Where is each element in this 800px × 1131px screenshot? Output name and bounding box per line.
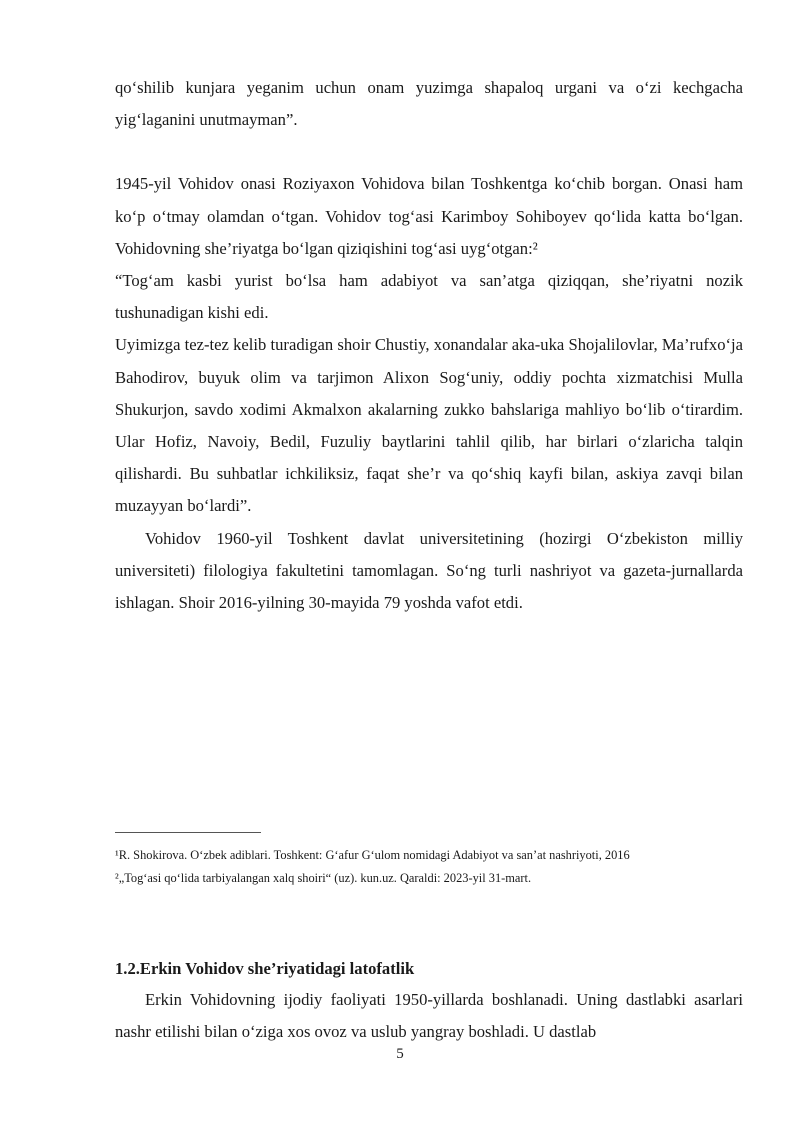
paragraph-biography: 1945-yil Vohidov onasi Roziyaxon Vohidova bilan Toshkentga ko‘chib borgan. Onasi ham ko‘p o‘tmay olamdan o‘tgan. Vohidov tog‘asi Karimboy Sohiboyev qo‘lida katta bo‘lgan. Vohidovning she’riyatga bo‘lgan qiziqishini tog‘asi uyg‘otgan:² (115, 174, 743, 258)
footnotes (115, 844, 743, 890)
footnote-1: ¹R. Shokirova. O‘zbek adiblari. Toshkent: G‘afur G‘ulom nomidagi Adabiyot va san’at nashriyoti, 2016 (115, 848, 630, 862)
footnote-divider (115, 832, 261, 833)
section (115, 954, 743, 1048)
section-heading: 1.2.Erkin Vohidov she’riyatidagi latofatlik (115, 959, 415, 978)
footnote-2: ²„Tog‘asi qo‘lida tarbiyalangan xalq shoiri“ (uz). kun.uz. Qaraldi: 2023-yil 31-mart. (115, 871, 532, 885)
page-body (115, 72, 743, 619)
paragraph-continuation: qo‘shilib kunjara yeganim uchun onam yuzimga shapaloq urgani va o‘zi kechgacha yig‘laganini unutmayman”. (115, 78, 743, 130)
paragraph-quote-start: “Tog‘am kasbi yurist bo‘lsa ham adabiyot va san’atga qiziqqan, she’riyatni nozik tushunadigan kishi edi. (115, 271, 743, 323)
page-number: 5 (396, 1046, 404, 1062)
section-paragraph: Erkin Vohidovning ijodiy faoliyati 1950-yillarda boshlanadi. Uning dastlabki asarlari nashr etilishi bilan o‘ziga xos ovoz va uslub yangray boshladi. U dastlab (115, 990, 743, 1042)
paragraph-university: Vohidov 1960-yil Toshkent davlat universitetining (hozirgi O‘zbekiston milliy universiteti) filologiya fakultetini tamomlagan. So‘ng turli nashriyot va gazeta-jurnallarda ishlagan. Shoir 2016-yilning 30-mayida 79 yoshda vafot etdi. (115, 528, 743, 613)
paragraph-quote-body: Uyimizga tez-tez kelib turadigan shoir Chustiy, xonandalar aka-uka Shojalilovlar, Ma’rufxo‘ja Bahodirov, buyuk olim va tarjimon Alixon Sog‘uniy, oddiy pochta xizmatchisi Mulla Shukurjon, savdo xodimi Akmalxon akalarning zukko bahslariga mahliyo bo‘lib o‘tirardim. Ular Hofiz, Navoiy, Bedil, Fuzuliy baytlarini tahlil qilib, har birlari o‘zlaricha talqin qilishardi. Bu suhbatlar ichkiliksiz, faqat she’r va qo‘shiq kayfi bilan, askiya zavqi bilan muzayyan bo‘lardi”. (115, 335, 743, 516)
